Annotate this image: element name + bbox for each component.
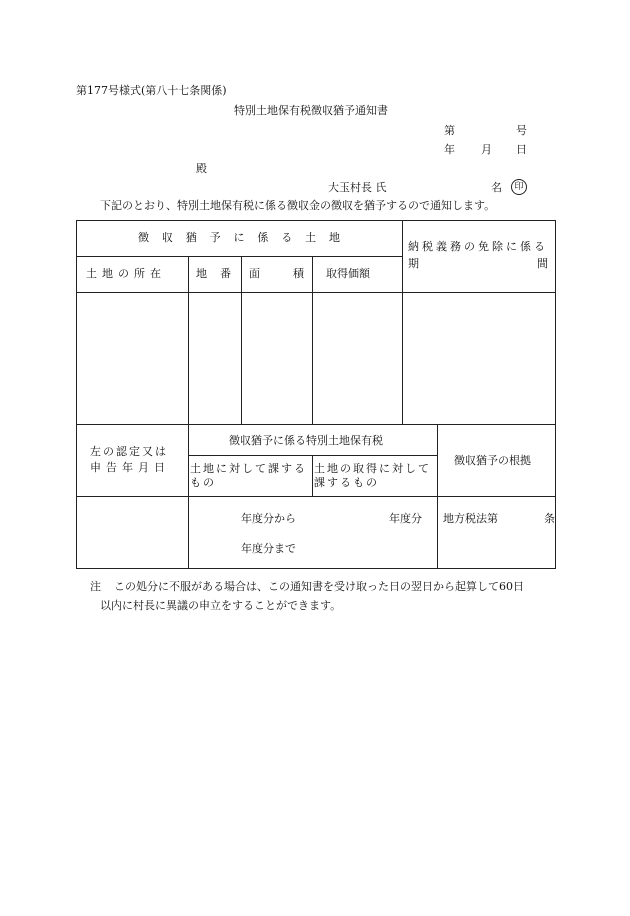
from-year-label: 年度分から bbox=[241, 512, 296, 525]
note-line2: 以内に村長に異議の申立をすることができます。 bbox=[100, 599, 342, 612]
tax-header: 徴収猶予に係る特別土地保有税 bbox=[229, 434, 383, 447]
notice-table bbox=[76, 220, 556, 569]
land-header-char: 係 bbox=[257, 231, 269, 244]
exemption-header-line2-right: 間 bbox=[537, 257, 548, 270]
recognition-line2: 申告年月日 bbox=[90, 461, 170, 474]
tax-on-land: 土地に対して課するもの bbox=[190, 462, 307, 489]
date-year: 年 bbox=[444, 143, 455, 156]
note-label: 注 bbox=[90, 580, 101, 593]
addressee-suffix: 殿 bbox=[196, 162, 207, 175]
form-number: 第177号様式(第八十七条関係) bbox=[76, 84, 227, 97]
date-month: 月 bbox=[481, 143, 492, 156]
col-lot: 地番 bbox=[196, 267, 244, 280]
issuer-name-label: 名 bbox=[491, 181, 502, 194]
issuer-title: 大玉村長 氏 bbox=[328, 181, 387, 194]
col-location: 土地の所在 bbox=[86, 267, 166, 280]
land-header-char: る bbox=[281, 231, 293, 244]
exemption-header-line1: 納税義務の免除に係る bbox=[408, 240, 548, 253]
law-prefix: 地方税法第 bbox=[443, 512, 498, 525]
tax-on-acquisition: 土地の取得に対して課するもの bbox=[314, 462, 431, 489]
law-suffix: 条 bbox=[544, 512, 555, 525]
note-line1: この処分に不服がある場合は、この通知書を受け取った日の翌日から起算して60日 bbox=[114, 580, 524, 593]
land-header bbox=[138, 231, 340, 245]
exemption-header-line2-left: 期 bbox=[408, 257, 419, 270]
col-area-left: 面 bbox=[249, 267, 260, 280]
date-day: 日 bbox=[516, 143, 527, 156]
land-header-char: 土 bbox=[305, 231, 317, 244]
land-header-char: 地 bbox=[329, 231, 340, 244]
year-label: 年度分 bbox=[389, 512, 422, 525]
land-header-char: に bbox=[233, 231, 245, 244]
intro-text: 下記のとおり、特別土地保有税に係る徴収金の徴収を猶予するので通知します。 bbox=[100, 199, 496, 212]
land-header-char: 徴 bbox=[138, 231, 149, 244]
land-header-char: 猶 bbox=[185, 231, 197, 244]
doc-number-prefix: 第 bbox=[444, 124, 455, 137]
doc-number-suffix: 号 bbox=[516, 124, 527, 137]
basis-header: 徴収猶予の根拠 bbox=[454, 454, 531, 467]
land-header-char: 収 bbox=[161, 231, 173, 244]
col-area-right: 積 bbox=[293, 267, 304, 280]
to-year-label: 年度分まで bbox=[241, 542, 296, 555]
seal-icon: 印 bbox=[511, 179, 527, 195]
col-price: 取得価額 bbox=[326, 267, 370, 280]
land-header-char: 予 bbox=[209, 231, 221, 244]
recognition-line1: 左の認定又は bbox=[90, 445, 168, 458]
document-title: 特別土地保有税徴収猶予通知書 bbox=[234, 104, 388, 117]
